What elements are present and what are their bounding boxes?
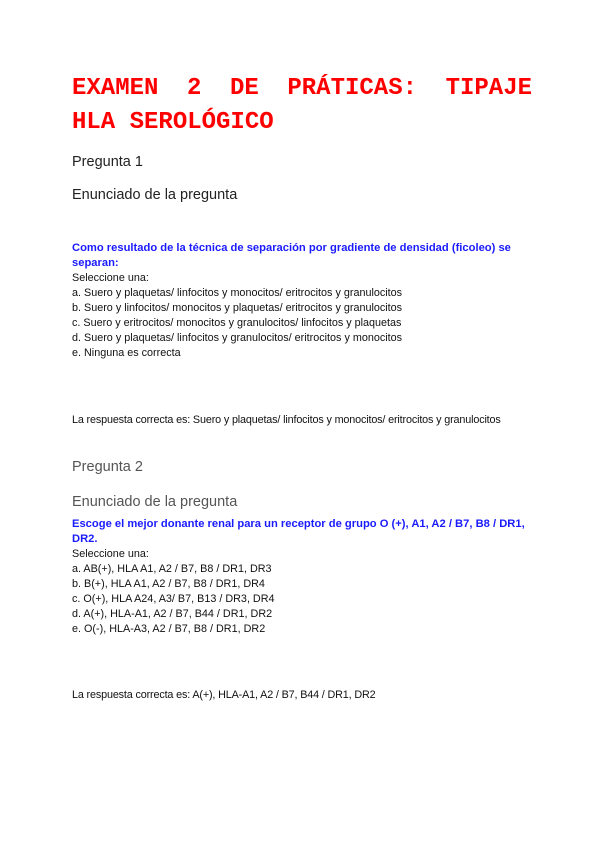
option-d: d. A(+), HLA-A1, A2 / B7, B44 / DR1, DR2 bbox=[72, 608, 273, 620]
select-prompt: Seleccione una: bbox=[72, 548, 149, 560]
option-e: e. Ninguna es correcta bbox=[72, 347, 181, 359]
select-prompt: Seleccione una: bbox=[72, 272, 149, 284]
option-e: e. O(-), HLA-A3, A2 / B7, B8 / DR1, DR2 bbox=[72, 623, 266, 635]
question-2-label: Pregunta 2 bbox=[72, 459, 143, 475]
question-2-statement-label: Enunciado de la pregunta bbox=[72, 494, 238, 510]
option-c: c. Suero y eritrocitos/ monocitos y granulocitos/ linfocitos y plaquetas bbox=[72, 317, 402, 329]
question-1-correct-answer: La respuesta correcta es: Suero y plaquetas/ linfocitos y monocitos/ eritrocitos y granulocitos bbox=[72, 414, 501, 426]
question-1-label: Pregunta 1 bbox=[72, 154, 143, 170]
question-2-text: Escoge el mejor donante renal para un receptor de grupo O (+), A1, A2 / B7, B8 / DR1, DR2. bbox=[72, 518, 525, 545]
option-b: b. B(+), HLA A1, A2 / B7, B8 / DR1, DR4 bbox=[72, 578, 265, 590]
option-d: d. Suero y plaquetas/ linfocitos y granulocitos/ eritrocitos y monocitos bbox=[72, 332, 403, 344]
option-c: c. O(+), HLA A24, A3/ B7, B13 / DR3, DR4 bbox=[72, 593, 275, 605]
page-title: EXAMEN 2 DE PRÁTICAS: TIPAJE HLA SEROLÓGICO bbox=[72, 75, 532, 136]
option-a: a. AB(+), HLA A1, A2 / B7, B8 / DR1, DR3 bbox=[72, 563, 272, 575]
option-b: b. Suero y linfocitos/ monocitos y plaquetas/ eritrocitos y granulocitos bbox=[72, 302, 403, 314]
question-2-correct-answer: La respuesta correcta es: A(+), HLA-A1, A2 / B7, B44 / DR1, DR2 bbox=[72, 689, 376, 701]
question-1-options bbox=[72, 271, 542, 361]
question-2-options bbox=[72, 547, 542, 637]
option-a: a. Suero y plaquetas/ linfocitos y monocitos/ eritrocitos y granulocitos bbox=[72, 287, 403, 299]
question-1-statement-label: Enunciado de la pregunta bbox=[72, 187, 238, 203]
question-1-text: Como resultado de la técnica de separación por gradiente de densidad (ficoleo) se separan: bbox=[72, 242, 511, 269]
